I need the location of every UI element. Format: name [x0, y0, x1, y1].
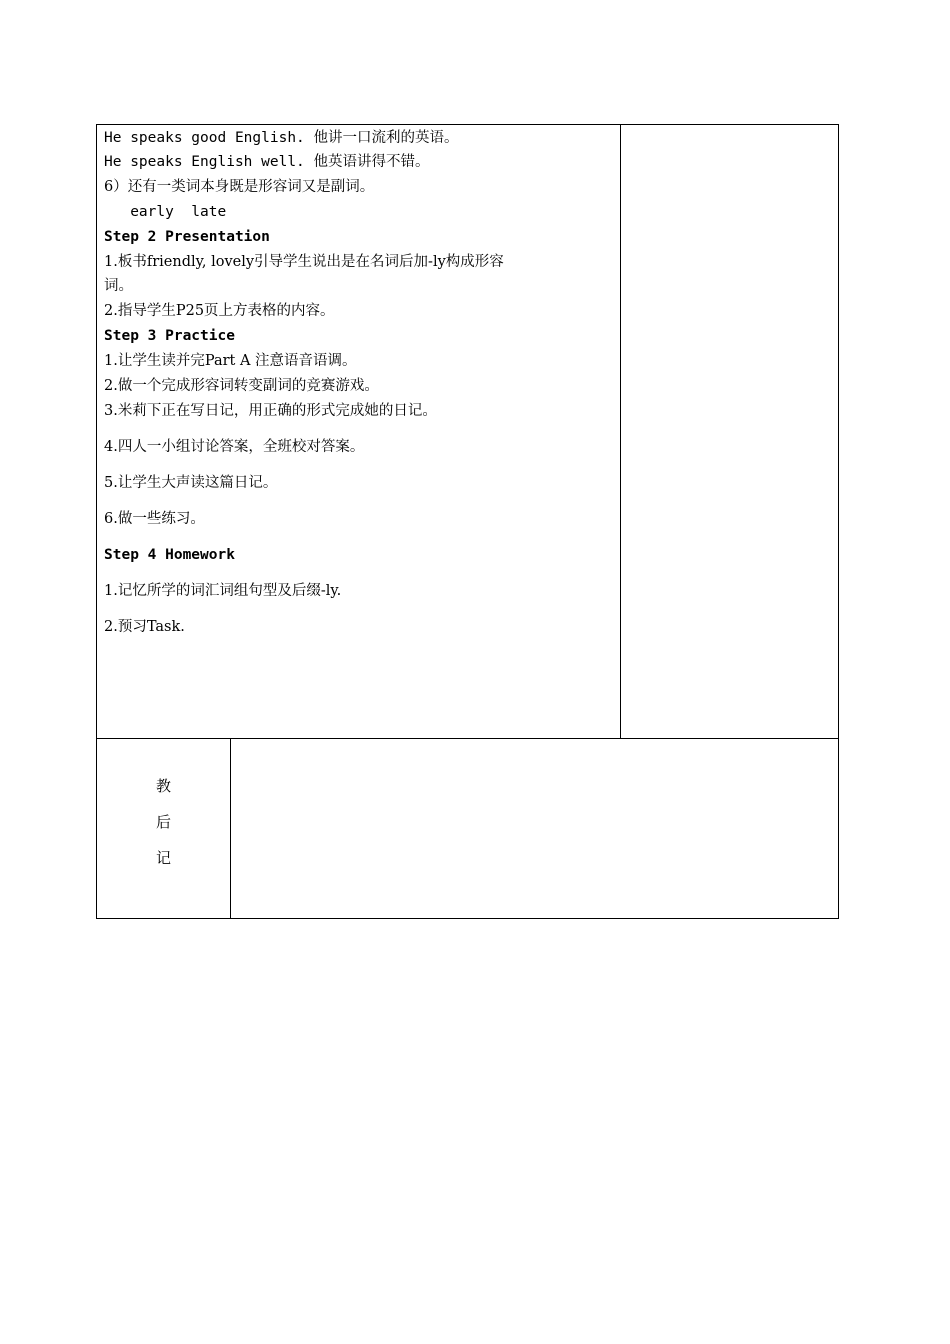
practice-item-5: 5.让学生大声读这篇日记。 [104, 475, 278, 491]
practice-item-6: 6.做一些练习。 [104, 511, 205, 527]
reflection-label-char-2: 后 [155, 813, 171, 831]
reflection-label-char-1: 教 [155, 777, 171, 795]
reflection-content-cell [230, 738, 839, 919]
step-3-heading: Step 3 Practice [104, 328, 235, 344]
practice-item-2: 2.做一个完成形容词转变副词的竞赛游戏。 [104, 378, 379, 394]
presentation-item-1-cont: 词。 [104, 278, 133, 294]
example-words: early late [104, 204, 227, 220]
step-4-heading: Step 4 Homework [104, 547, 235, 563]
presentation-item-2: 2.指导学生P25页上方表格的内容。 [104, 303, 335, 319]
presentation-item-1: 1.板书friendly, lovely引导学生说出是在名词后加-ly构成形容 [104, 254, 504, 270]
practice-item-3: 3.米莉下正在写日记，用正确的形式完成她的日记。 [104, 403, 437, 419]
practice-item-1: 1.让学生读并完Part A 注意语音语调。 [104, 353, 357, 369]
example-sentence-good: He speaks good English. 他讲一口流利的英语。 [104, 130, 459, 146]
reflection-label-char-3: 记 [155, 849, 171, 867]
notes-column-cell [620, 124, 839, 739]
practice-item-4: 4.四人一小组讨论答案，全班校对答案。 [104, 439, 365, 455]
step-2-heading: Step 2 Presentation [104, 229, 270, 245]
rule-point-6: 6）还有一类词本身既是形容词又是副词。 [104, 179, 375, 195]
homework-item-1: 1.记忆所学的词汇词组句型及后缀-ly. [104, 583, 342, 599]
example-sentence-well: He speaks English well. 他英语讲得不错。 [104, 154, 430, 170]
homework-item-2: 2.预习Task. [104, 619, 185, 635]
